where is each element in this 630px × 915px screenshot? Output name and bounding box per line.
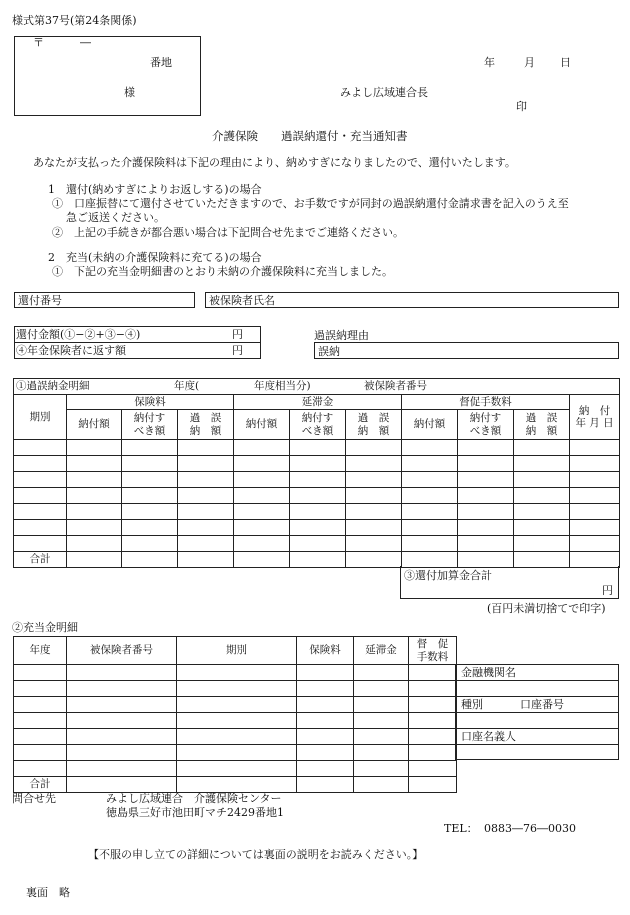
col-pay-date: 納 付 年 月 日 xyxy=(570,395,620,440)
contact-tel: 0883―76―0030 xyxy=(484,822,576,835)
table-cell xyxy=(177,729,297,745)
table-row xyxy=(14,729,457,745)
table1-insured-number: 被保険者番号 xyxy=(364,380,427,392)
table-row xyxy=(14,665,457,681)
col-paid: 納付額 xyxy=(67,410,122,440)
col-paid: 納付額 xyxy=(234,410,290,440)
table-cell xyxy=(346,536,402,552)
table-cell xyxy=(234,536,290,552)
col-due: 納付す べき額 xyxy=(290,410,346,440)
table-cell xyxy=(67,440,122,456)
table-cell xyxy=(178,520,234,536)
table-row xyxy=(14,681,457,697)
table-row xyxy=(14,504,620,520)
table-cell xyxy=(122,488,178,504)
table-cell xyxy=(67,536,122,552)
table-cell xyxy=(570,472,620,488)
table1-header-row xyxy=(14,410,620,440)
table-cell xyxy=(67,681,177,697)
table-cell xyxy=(14,536,67,552)
table-cell xyxy=(514,504,570,520)
table-cell xyxy=(178,536,234,552)
table-cell xyxy=(409,713,457,729)
table-cell xyxy=(122,520,178,536)
table-row xyxy=(14,472,620,488)
table-cell xyxy=(402,456,458,472)
table-cell xyxy=(14,504,67,520)
bank-divider xyxy=(455,696,619,697)
refund-addition-label: ③還付加算金合計 xyxy=(404,569,492,582)
table-cell xyxy=(178,488,234,504)
table-cell xyxy=(177,681,297,697)
reason-label: 過誤納理由 xyxy=(314,329,369,342)
table-row xyxy=(14,745,457,761)
issuer-name: みよし広域連合長 xyxy=(340,86,428,99)
bank-holder-label: 口座名義人 xyxy=(461,730,516,743)
postal-dash: ― xyxy=(80,36,91,49)
table-cell xyxy=(178,440,234,456)
bank-type-label: 種別 xyxy=(461,698,483,711)
table-cell xyxy=(14,440,67,456)
table-cell xyxy=(290,488,346,504)
table-cell xyxy=(402,536,458,552)
table-row xyxy=(14,456,620,472)
table-cell xyxy=(409,777,457,793)
table-cell xyxy=(234,440,290,456)
table1-title: ①過誤納金明細 xyxy=(16,380,90,392)
table-cell xyxy=(346,552,402,568)
table-cell xyxy=(234,504,290,520)
table-cell xyxy=(402,440,458,456)
t2-col-insured-number: 被保険者番号 xyxy=(67,637,177,665)
table-cell xyxy=(234,520,290,536)
table-cell xyxy=(570,536,620,552)
table-cell xyxy=(354,665,409,681)
issuer-seal: 印 xyxy=(516,100,527,113)
table-cell xyxy=(297,681,354,697)
refund-number-field xyxy=(14,292,195,308)
bank-divider xyxy=(455,728,619,729)
table-cell xyxy=(354,681,409,697)
col-overpaid: 過 誤 納 額 xyxy=(514,410,570,440)
refund-amount-label: 還付金額(①−②+③−④) xyxy=(16,328,141,341)
bank-institution-label: 金融機関名 xyxy=(461,666,516,679)
group-fee: 督促手数料 xyxy=(402,395,570,410)
table-cell xyxy=(354,745,409,761)
table-cell xyxy=(458,536,514,552)
table-cell xyxy=(14,681,67,697)
table-cell xyxy=(67,745,177,761)
table-cell xyxy=(122,456,178,472)
table-cell xyxy=(458,472,514,488)
table-cell xyxy=(234,488,290,504)
date-year: 年 xyxy=(484,56,495,69)
table-cell xyxy=(458,488,514,504)
table-cell xyxy=(234,456,290,472)
table-cell xyxy=(297,697,354,713)
table-cell xyxy=(178,504,234,520)
table-cell xyxy=(290,520,346,536)
back-omitted: 裏面 略 xyxy=(26,886,70,899)
table2-total-row xyxy=(14,777,457,793)
table1-group-row xyxy=(14,395,620,410)
date-day: 日 xyxy=(560,56,571,69)
table-cell xyxy=(122,504,178,520)
table-cell xyxy=(67,520,122,536)
contact-org: みよし広域連合 介護保険センター xyxy=(106,792,282,805)
col-period: 期別 xyxy=(14,395,67,440)
table-cell xyxy=(346,488,402,504)
table-cell xyxy=(570,488,620,504)
table-cell xyxy=(177,665,297,681)
table-cell xyxy=(354,777,409,793)
bank-divider xyxy=(455,680,619,681)
refund-amount-divider xyxy=(14,342,261,343)
table-cell xyxy=(346,440,402,456)
table-cell xyxy=(354,713,409,729)
table-cell xyxy=(458,440,514,456)
table-cell xyxy=(514,536,570,552)
refund-number-label: 還付番号 xyxy=(18,294,62,307)
table-cell xyxy=(14,488,67,504)
table-cell xyxy=(67,488,122,504)
table-cell xyxy=(297,713,354,729)
table-cell xyxy=(290,504,346,520)
table-cell xyxy=(122,552,178,568)
table1-total-label: 合計 xyxy=(14,552,67,568)
table-cell xyxy=(297,745,354,761)
table-cell xyxy=(67,472,122,488)
table-cell xyxy=(458,456,514,472)
table-cell xyxy=(354,761,409,777)
table2-total-label: 合計 xyxy=(14,777,67,793)
table-row xyxy=(14,440,620,456)
table1-title-cell xyxy=(14,379,620,395)
table-cell xyxy=(290,440,346,456)
table-cell xyxy=(409,745,457,761)
table-cell xyxy=(402,488,458,504)
table-cell xyxy=(14,456,67,472)
table-cell xyxy=(67,729,177,745)
table-cell xyxy=(297,761,354,777)
table-cell xyxy=(122,472,178,488)
contact-tel-label: TEL： xyxy=(444,822,478,835)
t2-col-premium: 保険料 xyxy=(297,637,354,665)
table-cell xyxy=(67,504,122,520)
table-cell xyxy=(14,665,67,681)
table-cell xyxy=(14,713,67,729)
table-cell xyxy=(177,761,297,777)
table-row xyxy=(14,697,457,713)
table1-year-period: 年度相当分) xyxy=(254,380,311,392)
sama-label: 様 xyxy=(124,86,135,99)
table-cell xyxy=(290,456,346,472)
contact-address: 徳島県三好市池田町マチ2429番地1 xyxy=(106,806,284,819)
col-overpaid: 過 誤 納 額 xyxy=(178,410,234,440)
table2-body xyxy=(14,665,457,777)
table-cell xyxy=(14,729,67,745)
table-cell xyxy=(409,729,457,745)
table-cell xyxy=(402,520,458,536)
table-row xyxy=(14,520,620,536)
table-cell xyxy=(297,777,354,793)
table-cell xyxy=(570,456,620,472)
form-number: 様式第37号(第24条関係) xyxy=(12,14,137,27)
reason-value: 誤納 xyxy=(318,344,340,358)
refund-addition-yen: 円 xyxy=(602,584,613,597)
table1-body xyxy=(14,440,620,552)
table-cell xyxy=(14,761,67,777)
pension-return-label: ④年金保険者に返す額 xyxy=(16,344,126,357)
t2-col-year: 年度 xyxy=(14,637,67,665)
group-late: 延滞金 xyxy=(234,395,402,410)
t2-col-period: 期別 xyxy=(177,637,297,665)
document-title: 介護保険 過誤納還付・充当通知書 xyxy=(212,129,408,143)
table-cell xyxy=(290,552,346,568)
insured-name-label: 被保険者氏名 xyxy=(209,294,275,307)
col-due: 納付す べき額 xyxy=(122,410,178,440)
table-row xyxy=(14,713,457,729)
col-paid: 納付額 xyxy=(402,410,458,440)
table-cell xyxy=(514,520,570,536)
date-month: 月 xyxy=(524,56,535,69)
table-cell xyxy=(14,472,67,488)
table-cell xyxy=(178,552,234,568)
table-cell xyxy=(514,456,570,472)
table-cell xyxy=(178,472,234,488)
table-row xyxy=(14,536,620,552)
table-cell xyxy=(346,472,402,488)
table-cell xyxy=(402,472,458,488)
table-cell xyxy=(290,536,346,552)
table-cell xyxy=(570,504,620,520)
bank-divider xyxy=(455,744,619,745)
table-cell xyxy=(234,472,290,488)
table-cell xyxy=(290,472,346,488)
t2-col-fee: 督 促 手数料 xyxy=(409,637,457,665)
table-cell xyxy=(409,761,457,777)
table-cell xyxy=(14,697,67,713)
table-row xyxy=(14,761,457,777)
bank-account-number-label: 口座番号 xyxy=(520,698,564,711)
table1-year-label: 年度( xyxy=(174,380,200,392)
table-cell xyxy=(177,745,297,761)
table-cell xyxy=(67,456,122,472)
reason-field xyxy=(314,342,619,359)
table-cell xyxy=(67,552,122,568)
overpayment-table xyxy=(13,378,620,568)
table-cell xyxy=(67,665,177,681)
table-cell xyxy=(346,504,402,520)
table-cell xyxy=(409,697,457,713)
insured-name-field xyxy=(205,292,619,308)
table1-title-row xyxy=(14,379,620,395)
table-cell xyxy=(14,745,67,761)
section1-item1: ① 口座振替にて還付させていただきますので、お手数ですが同封の過誤納還付金請求書を記入のうえ至 xyxy=(52,197,569,210)
table-cell xyxy=(67,713,177,729)
table-row xyxy=(14,488,620,504)
table-cell xyxy=(177,697,297,713)
table-cell xyxy=(409,665,457,681)
rounding-note: (百円未満切捨てで印字) xyxy=(487,602,606,615)
section2-heading: 2 充当(未納の介護保険料に充てる)の場合 xyxy=(48,251,262,264)
table-cell xyxy=(234,552,290,568)
table2-title: ②充当金明細 xyxy=(12,621,78,634)
table-cell xyxy=(67,777,177,793)
intro-text: あなたが支払った介護保険料は下記の理由により、納めすぎになりましたので、還付いたします。 xyxy=(33,156,516,169)
table2-header-row xyxy=(14,637,457,665)
appeal-note: 【不服の申し立ての詳細については裏面の説明をお読みください。】 xyxy=(88,848,424,861)
banchi-label: 番地 xyxy=(150,56,172,69)
col-overpaid: 過 誤 納 額 xyxy=(346,410,402,440)
table-cell xyxy=(297,665,354,681)
refund-amount-yen: 円 xyxy=(232,328,243,341)
table-cell xyxy=(409,681,457,697)
pension-return-yen: 円 xyxy=(232,344,243,357)
table-cell xyxy=(177,713,297,729)
bank-divider xyxy=(455,712,619,713)
table-cell xyxy=(514,472,570,488)
table-cell xyxy=(178,456,234,472)
section1-heading: 1 還付(納めすぎによりお返しする)の場合 xyxy=(48,183,262,196)
postal-mark: 〒 xyxy=(33,36,44,49)
table-cell xyxy=(514,440,570,456)
contact-label: 問合せ先 xyxy=(12,792,56,805)
t2-col-late: 延滞金 xyxy=(354,637,409,665)
table-cell xyxy=(346,456,402,472)
table-cell xyxy=(67,697,177,713)
section1-item1-cont: 急ご返送ください。 xyxy=(66,211,165,224)
table-cell xyxy=(177,777,297,793)
table-cell xyxy=(458,504,514,520)
section1-item2: ② 上記の手続きが都合悪い場合は下記問合せ先までご連絡ください。 xyxy=(52,226,404,239)
table-cell xyxy=(297,729,354,745)
table-cell xyxy=(354,729,409,745)
table-cell xyxy=(14,520,67,536)
appropriation-table xyxy=(13,636,457,793)
table-cell xyxy=(122,536,178,552)
table-cell xyxy=(570,440,620,456)
table-cell xyxy=(354,697,409,713)
col-due: 納付す べき額 xyxy=(458,410,514,440)
table-cell xyxy=(67,761,177,777)
table-cell xyxy=(458,520,514,536)
section2-item1: ① 下記の充当金明細書のとおり未納の介護保険料に充当しました。 xyxy=(52,265,393,278)
table-cell xyxy=(402,504,458,520)
table-cell xyxy=(570,520,620,536)
table-cell xyxy=(346,520,402,536)
table-cell xyxy=(122,440,178,456)
group-premium: 保険料 xyxy=(67,395,234,410)
table-cell xyxy=(514,488,570,504)
